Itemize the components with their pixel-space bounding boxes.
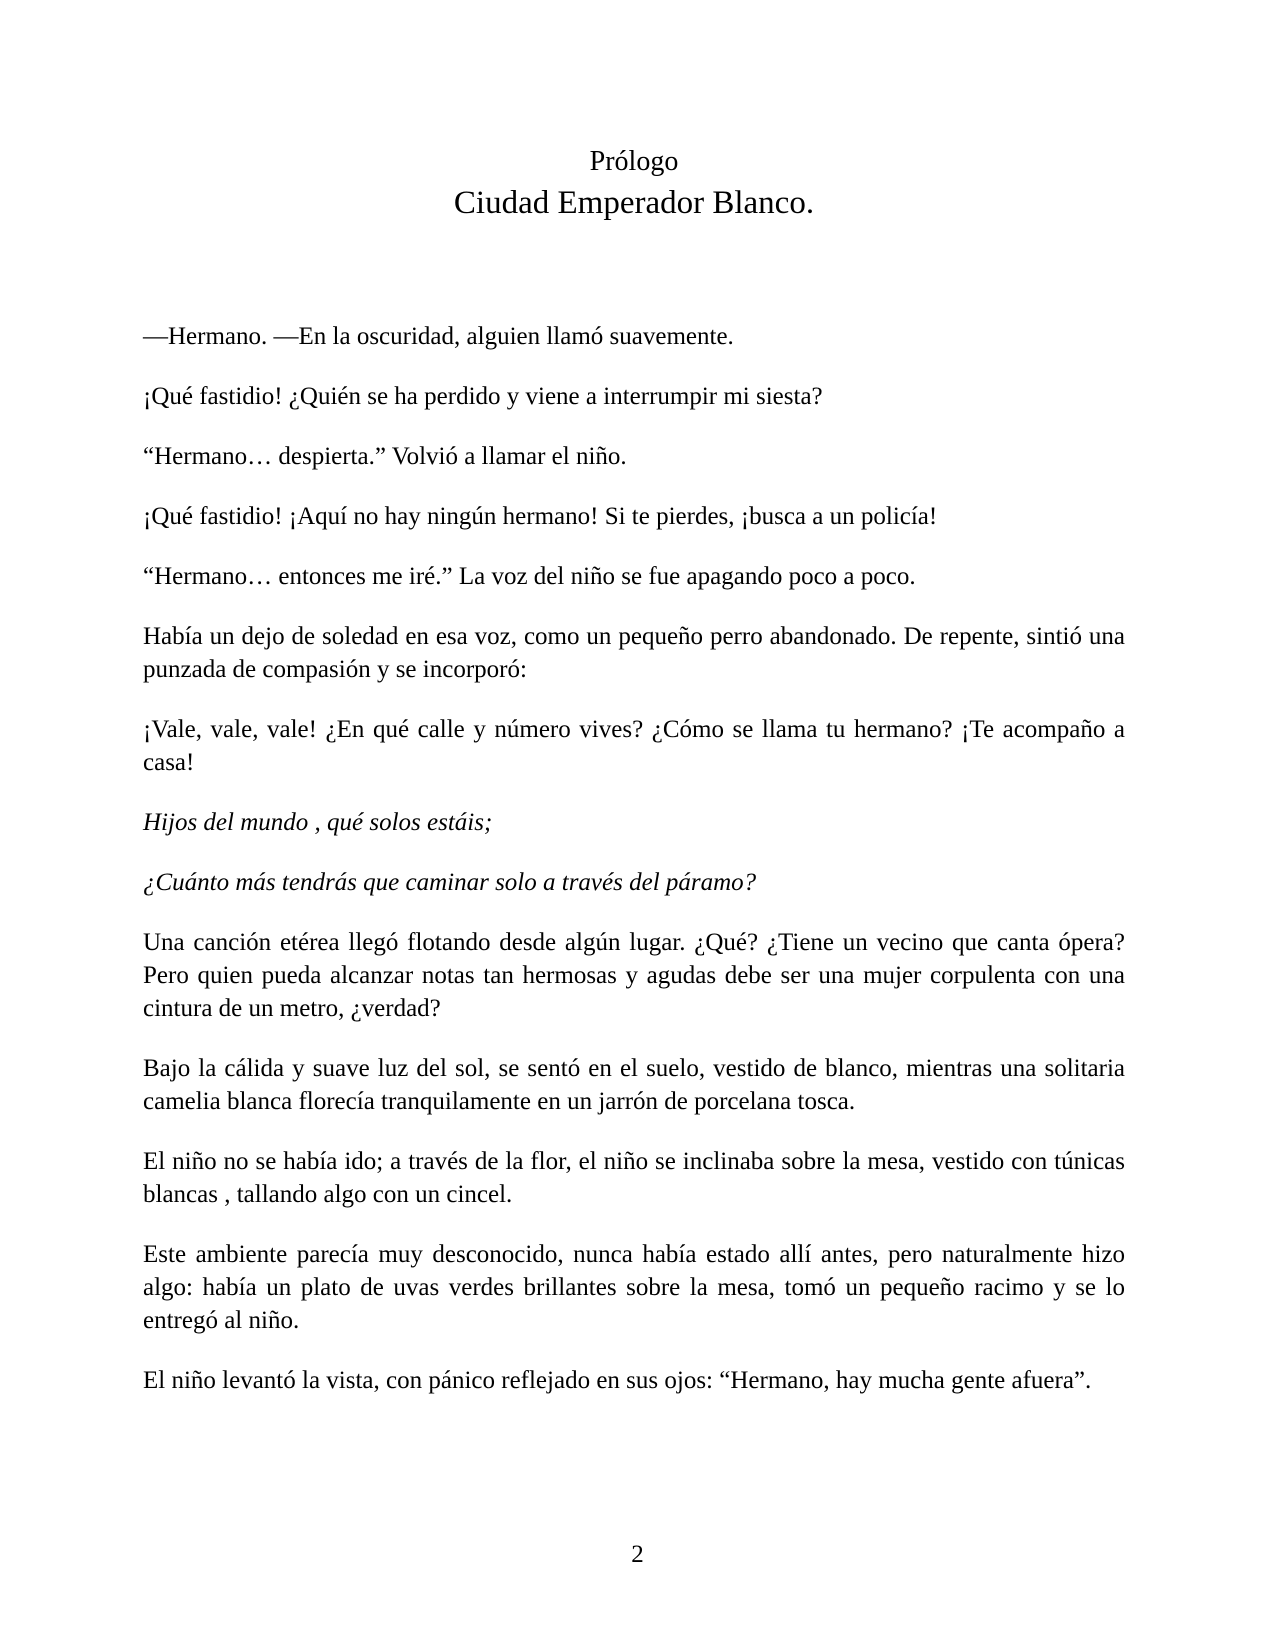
paragraph: El niño no se había ido; a través de la flor, el niño se inclinaba sobre la mesa, vestido con túnicas blancas , tallando algo con un cincel. (143, 1148, 1125, 1208)
paragraph: El niño levantó la vista, con pánico reflejado en sus ojos: “Hermano, hay mucha gente afuera”. (143, 1367, 1092, 1394)
paragraph: Había un dejo de soledad en esa voz, como un pequeño perro abandonado. De repente, sintió una punzada de compasión y se incorporó: (143, 623, 1125, 683)
page-number: 2 (631, 1541, 644, 1568)
chapter-subtitle: Ciudad Emperador Blanco. (453, 185, 815, 221)
title-block (143, 143, 1125, 226)
chapter-title: Prólogo (589, 146, 679, 177)
paragraph: Hijos del mundo , qué solos estáis; (143, 809, 493, 836)
paragraph: Bajo la cálida y suave luz del sol, se sentó en el suelo, vestido de blanco, mientras una solitaria camelia blanca florecía tranquilamente en un jarrón de porcelana tosca. (143, 1055, 1125, 1115)
paragraph: ¿Cuánto más tendrás que caminar solo a través del páramo? (143, 869, 757, 896)
paragraph: Este ambiente parecía muy desconocido, nunca había estado allí antes, pero naturalmente hizo algo: había un plato de uvas verdes brillantes sobre la mesa, tomó un pequeño racimo y se lo entregó al niño. (143, 1241, 1125, 1334)
paragraph: ¡Qué fastidio! ¡Aquí no hay ningún hermano! Si te pierdes, ¡busca a un policía! (143, 503, 938, 530)
paragraph: ¡Vale, vale, vale! ¿En qué calle y número vives? ¿Cómo se llama tu hermano? ¡Te acompaño a casa! (143, 716, 1125, 776)
paragraph: “Hermano… entonces me iré.” La voz del niño se fue apagando poco a poco. (143, 563, 916, 590)
paragraph: “Hermano… despierta.” Volvió a llamar el niño. (143, 443, 627, 470)
page-body (143, 320, 1125, 1397)
paragraph: —Hermano. —En la oscuridad, alguien llamó suavemente. (143, 323, 734, 350)
paragraph: ¡Qué fastidio! ¿Quién se ha perdido y viene a interrumpir mi siesta? (143, 383, 823, 410)
paragraph: Una canción etérea llegó flotando desde algún lugar. ¿Qué? ¿Tiene un vecino que canta ópera? Pero quien pueda alcanzar notas tan hermosas y agudas debe ser una mujer corpulenta con una cintura de un metro, ¿verdad? (143, 929, 1125, 1022)
